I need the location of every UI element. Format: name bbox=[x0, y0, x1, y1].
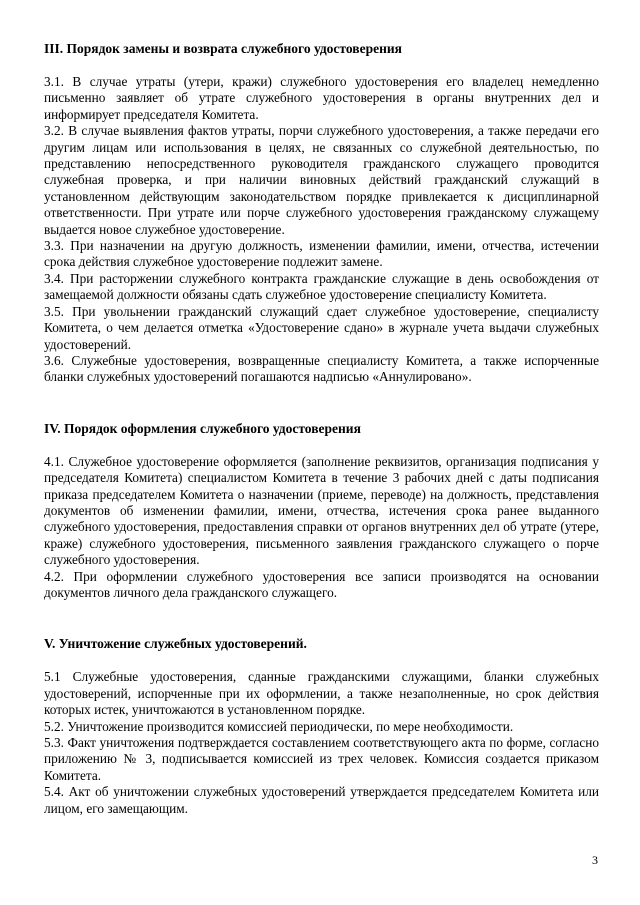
document-page bbox=[44, 40, 599, 851]
section-body bbox=[44, 454, 599, 602]
paragraph-3-5: 3.5. При увольнении гражданский служащий сдает служебное удостоверение, специалисту Комитета, о чем делается отметка «Удостоверение сдано» в журнале учета выдачи служебных удостоверений. bbox=[44, 303, 599, 352]
section-v bbox=[44, 635, 599, 817]
section-body bbox=[44, 669, 599, 817]
paragraph-3-1: 3.1. В случае утраты (утери, кражи) служебного удостоверения его владелец немедленно письменно заявляет об утрате служебного удостоверения в органы внутренних дел и информирует председателя Комитета. bbox=[44, 74, 599, 122]
paragraph-5-3: 5.3. Факт уничтожения подтверждается составлением соответствующего акта по форме, согласно приложению № 3, подписывается комиссией из трех человек. Комиссия создается приказом Комитета. bbox=[44, 735, 599, 783]
paragraph-5-2: 5.2. Уничтожение производится комиссией периодически, по мере необходимости. bbox=[44, 718, 514, 734]
paragraph-3-2: 3.2. В случае выявления фактов утраты, порчи служебного удостоверения, а также передачи его другим лицам или использования в целях, не связанных со служебной деятельностью, по представлению непосредственного руководителя гражданского служащего проводится служебная проверка, и при наличии виновных действий гражданский служащий в установленном действующим законодательством порядке привлекается к дисциплинарной ответственности. При утрате или порче служебного удостоверения гражданскому служащему выдается новое служебное удостоверение. bbox=[44, 123, 599, 237]
page-number: 3 bbox=[592, 853, 598, 867]
paragraph-4-1: 4.1. Служебное удостоверение оформляется (заполнение реквизитов, организация подписания у председателя Комитета) специалистом Комитета в течение 3 рабочих дней с даты подписания приказа председателем Комитета о назначении (приеме, переводе) на должность, представления документов об изменении фамилии, имени, отчества, истечения срока ранее выданного служебного удостоверения, предоставления справки от органов внутренних дел об утрате (утере, краже) служебного удостоверения, письменного заявления гражданского служащего о порче служебного удостоверения. bbox=[44, 453, 599, 568]
paragraph-3-4: 3.4. При расторжении служебного контракта гражданские служащие в день освобождения от замещаемой должности обязаны сдать служебное удостоверение специалисту Комитета. bbox=[44, 270, 599, 303]
paragraph-3-3: 3.3. При назначении на другую должность, изменении фамилии, имени, отчества, истечении срока действия служебное удостоверение подлежит замене. bbox=[44, 238, 599, 270]
section-heading: III. Порядок замены и возврата служебного удостоверения bbox=[44, 41, 402, 56]
section-iv bbox=[44, 420, 599, 602]
paragraph-3-6: 3.6. Служебные удостоверения, возвращенные специалисту Комитета, а также испорченные бланки служебных удостоверений погашаются надписью «Аннулировано». bbox=[44, 352, 599, 385]
section-body bbox=[44, 74, 599, 386]
section-heading: IV. Порядок оформления служебного удостоверения bbox=[44, 420, 361, 436]
paragraph-5-1: 5.1 Служебные удостоверения, сданные гражданскими служащими, бланки служебных удостоверений, испорченные при их оформлении, а также незаполненные, но срок действия которых истек, уничтожаются в установленном порядке. bbox=[44, 669, 599, 718]
section-heading: V. Уничтожение служебных удостоверений. bbox=[44, 636, 307, 652]
section-iii bbox=[44, 40, 599, 386]
paragraph-4-2: 4.2. При оформлении служебного удостоверения все записи производятся на основании документов личного дела гражданского служащего. bbox=[44, 568, 599, 600]
paragraph-5-4: 5.4. Акт об уничтожении служебных удостоверений утверждается председателем Комитета или лицом, его замещающим. bbox=[44, 784, 599, 816]
